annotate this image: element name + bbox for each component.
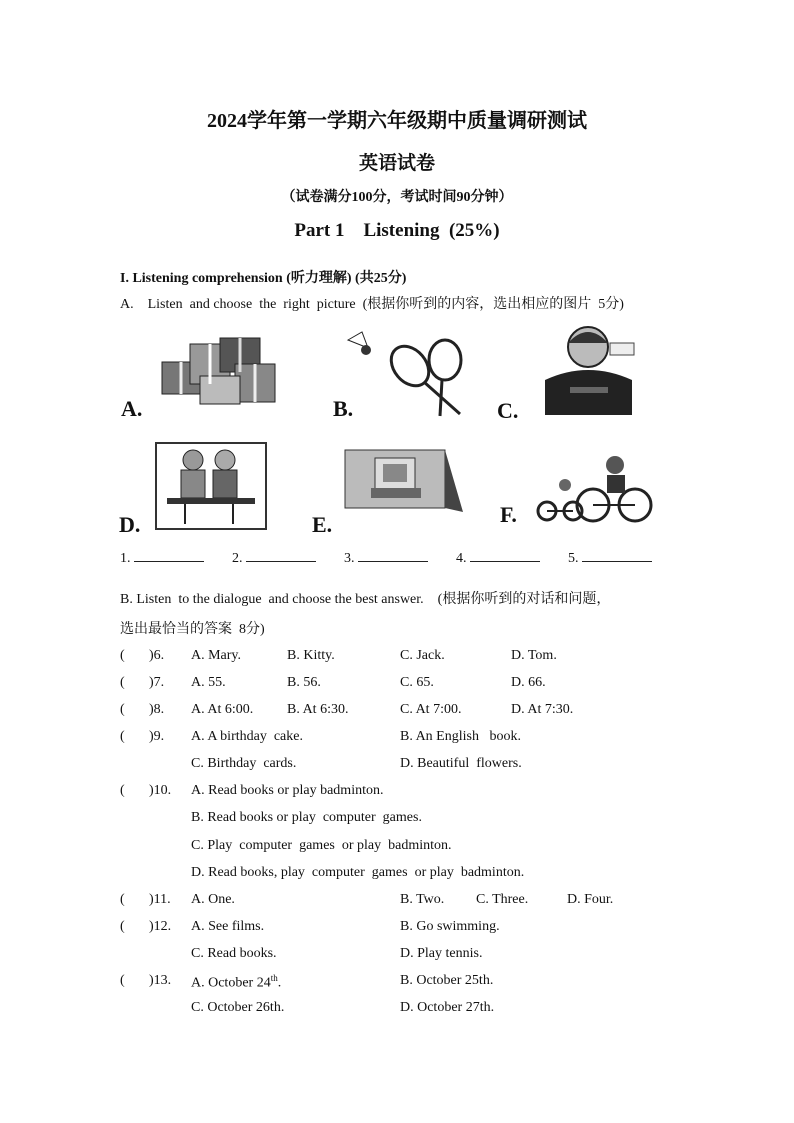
exam-subject: 英语试卷 xyxy=(358,153,435,174)
part-b-instruction: B. Listen to the dialogue and choose the best answer. (根据你听到的对话和问题， xyxy=(120,592,611,607)
answer-blank-5[interactable]: 5. xyxy=(568,549,652,567)
option-b: B. Kitty. xyxy=(287,648,335,663)
option-b: B. 56. xyxy=(287,675,321,690)
question-number: )7. xyxy=(149,675,165,690)
option-c: C. 65. xyxy=(400,675,434,690)
option-a: A. One. xyxy=(191,892,235,907)
picture-label-c: C. xyxy=(497,398,519,423)
answer-paren[interactable]: ( xyxy=(120,702,125,717)
option-c: C. At 7:00. xyxy=(400,702,462,717)
exam-note: （试卷满分100分，考试时间90分钟） xyxy=(281,190,513,205)
option-b: B. At 6:30. xyxy=(287,702,349,717)
answer-blank-2[interactable]: 2. xyxy=(232,549,316,567)
option-d: D. Play tennis. xyxy=(400,946,483,961)
answer-blank-1[interactable]: 1. xyxy=(120,549,204,567)
answer-blank-4[interactable]: 4. xyxy=(456,549,540,567)
answer-paren[interactable]: ( xyxy=(120,892,125,907)
option-a: A. Read books or play badminton. xyxy=(191,783,384,798)
option-c: C. Read books. xyxy=(191,946,277,961)
answer-paren[interactable]: ( xyxy=(120,675,125,690)
option-d: D. Beautiful flowers. xyxy=(400,756,522,771)
answer-paren[interactable]: ( xyxy=(120,973,125,988)
person-at-computer-icon xyxy=(540,325,640,417)
option-b: B. An English book. xyxy=(400,729,521,744)
question-number: )12. xyxy=(149,919,172,934)
gift-boxes-icon xyxy=(150,332,290,407)
option-a: A. A birthday cake. xyxy=(191,729,303,744)
option-d: D. Read books, play computer games or play badminton. xyxy=(191,865,525,880)
option-a: A. 55. xyxy=(191,675,226,690)
option-a: A. Mary. xyxy=(191,648,242,663)
option-c: C. Birthday cards. xyxy=(191,756,297,771)
part-heading: Part 1 Listening (25%) xyxy=(294,220,500,241)
question-number: )6. xyxy=(149,648,165,663)
question-number: )11. xyxy=(149,892,171,907)
calendar-icon xyxy=(335,442,467,522)
option-a: A. At 6:00. xyxy=(191,702,254,717)
option-d: D. At 7:30. xyxy=(511,702,574,717)
option-b: B. Read books or play computer games. xyxy=(191,810,422,825)
option-b: B. Two. xyxy=(400,892,445,907)
option-b: B. October 25th. xyxy=(400,973,494,988)
option-c: C. Play computer games or play badminton. xyxy=(191,838,452,853)
option-c: C. October 26th. xyxy=(191,1000,285,1015)
picture-label-a: A. xyxy=(121,396,143,421)
option-c: C. Three. xyxy=(476,892,529,907)
exam-title: 2024学年第一学期六年级期中质量调研测试 xyxy=(207,110,587,132)
question-number: )13. xyxy=(149,973,172,988)
cycling-icon xyxy=(535,455,660,523)
part-b-instruction-cont: 选出最恰当的答案 8分) xyxy=(120,622,265,637)
section-heading: I. Listening comprehension (听力理解) (共25分) xyxy=(120,271,407,286)
elderly-couple-icon xyxy=(155,442,267,530)
option-d: D. 66. xyxy=(511,675,546,690)
option-a: A. October 24th. xyxy=(191,973,282,991)
part-a-instruction: A. Listen and choose the right picture (根据你听到的内容，选出相应的图片 5分) xyxy=(120,297,624,312)
picture-label-f: F. xyxy=(500,502,517,527)
answer-blank-3[interactable]: 3. xyxy=(344,549,428,567)
option-d: D. October 27th. xyxy=(400,1000,495,1015)
option-b: B. Go swimming. xyxy=(400,919,500,934)
option-c: C. Jack. xyxy=(400,648,445,663)
option-a: A. See films. xyxy=(191,919,265,934)
question-number: )10. xyxy=(149,783,172,798)
answer-paren[interactable]: ( xyxy=(120,919,125,934)
option-d: D. Four. xyxy=(567,892,614,907)
badminton-icon xyxy=(340,328,470,418)
answer-paren[interactable]: ( xyxy=(120,783,125,798)
picture-label-e: E. xyxy=(312,512,333,537)
question-number: )9. xyxy=(149,729,165,744)
answer-paren[interactable]: ( xyxy=(120,648,125,663)
picture-label-b: B. xyxy=(333,396,354,421)
answer-paren[interactable]: ( xyxy=(120,729,125,744)
picture-label-d: D. xyxy=(119,512,141,537)
option-d: D. Tom. xyxy=(511,648,557,663)
question-number: )8. xyxy=(149,702,165,717)
